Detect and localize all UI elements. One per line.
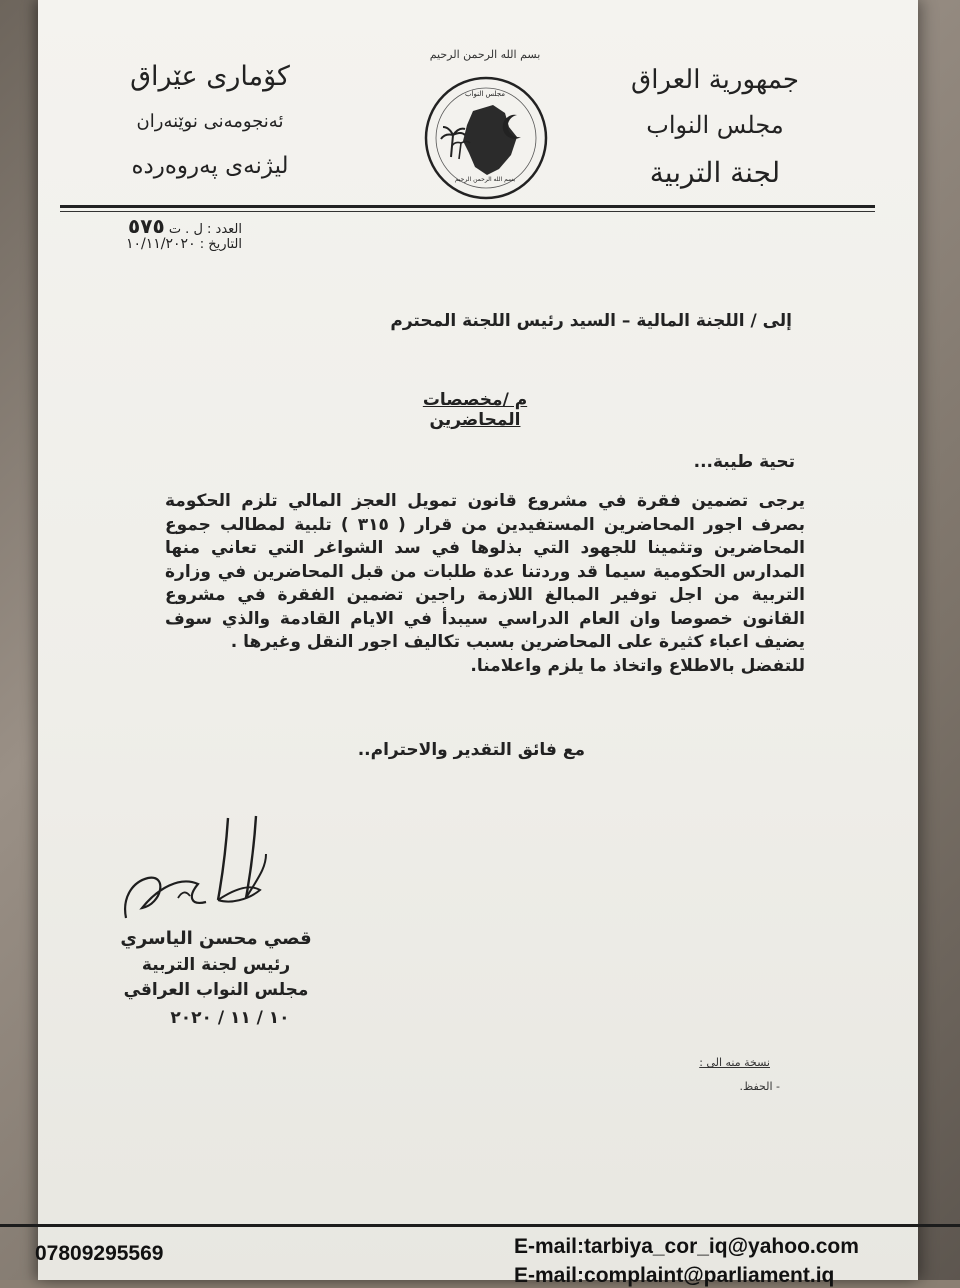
number-label: العدد : ل . ت [168,222,242,237]
header-kurdish-line-3: لیژنەی پەروەردە [131,153,289,179]
signatory-title: رئيس لجنة التربية [141,955,291,975]
footer-rule [0,1224,960,1227]
body-paragraph: يرجى تضمين فقرة في مشروع قانون تمويل العجز المالي تلزم الحكومة بصرف اجور المحاضرين المستفيدين من قرار ( ٣١٥ ) تلبية لمطالب جموع المحاضرين وتثمينا للجهود التي بذلوها في سد الشواغر التي تعاني منها المدارس الحكومية سيما قد وردتنا عدة طلبات من قبل المحاضرين في وزارة التربية من اجل توفير المبالغ اللازمة راجين تضمين الفقرة في مشروع القانون خصوصا وان العام الدراسي سيبدأ في الايام القادمة والذي سوف يضيف اعباء كثيرة على المحاضرين بسبب تكاليف اجور النقل وغيرها . [165,491,805,652]
footer-email: E-mail:tarbiya_cor_iq@yahoo.com [514,1235,859,1258]
greeting: تحية طيبة... [693,452,795,472]
date-label: التاريخ : [199,237,242,252]
seal-bottom-text: بسم الله الرحمن الرحيم [454,176,516,183]
copy-to-label: نسخة منه الى : [699,1056,770,1069]
header-rule-thin [60,211,875,212]
subject-line: م /مخصصات المحاضرين [422,390,528,430]
copy-to-item: - الحفظ. [739,1080,780,1093]
header-kurdish-line-2: ئەنجومەنی نوێنەران [136,111,284,132]
reference-date [92,236,242,252]
header-rule-thick [60,205,875,208]
recipient-line: إلى / اللجنة المالية – السيد رئيس اللجنة المحترم [390,311,792,331]
header-arabic-line-1: جمهورية العراق [631,65,799,95]
footer-phone: 07809295569 [35,1242,164,1265]
seal-top-text: مجلس النواب [464,90,506,98]
basmala: بسم الله الرحمن الرحيم [429,48,541,61]
signatory-name: قصي محسن الياسري [120,928,312,949]
number-value: ٥٧٥ [128,214,165,238]
header-kurdish-line-1: کۆماری عێراق [130,61,290,92]
request-line: للتفضل بالاطلاع واتخاذ ما يلزم واعلامنا. [470,655,805,676]
header-arabic-line-3: لجنة التربية [649,156,781,189]
handwritten-signature [118,808,288,938]
signatory-date: ١٠ / ١١ / ٢٠٢٠ [170,1008,290,1028]
footer-email-2: E-mail:complaint@parliament.iq [514,1264,835,1287]
date-value: ١٠/١١/٢٠٢٠ [126,236,196,252]
closing-line: مع فائق التقدير والاحترام.. [357,740,585,760]
reference-number [92,214,242,238]
letter-body [165,490,805,678]
header-arabic-line-2: مجلس النواب [646,111,784,139]
signatory-org: مجلس النواب العراقي [123,980,309,1000]
